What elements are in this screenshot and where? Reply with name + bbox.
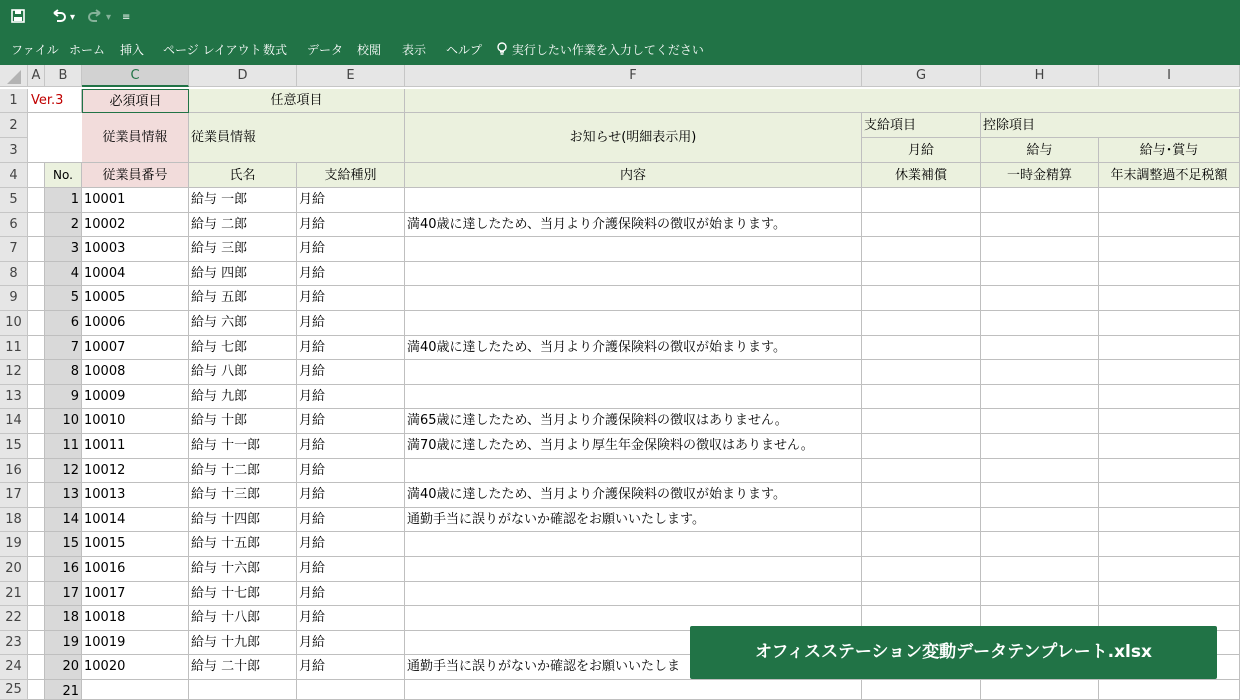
cell-notice-content[interactable] (405, 459, 862, 484)
cell-notice-content[interactable] (405, 311, 862, 336)
cell-employee-name[interactable]: 給与 七郎 (189, 336, 297, 361)
tab-review[interactable]: 校閲 (357, 43, 382, 57)
cell-year-end-tax[interactable] (1099, 680, 1240, 700)
cell-year-end-tax[interactable] (1099, 213, 1240, 238)
cell-leave-comp[interactable] (862, 311, 981, 336)
row-header-24[interactable]: 24 (0, 655, 28, 680)
cell-col-a[interactable] (28, 336, 45, 361)
cell-year-end-tax[interactable] (1099, 434, 1240, 459)
cell-notice-content[interactable]: 満70歳に達したため、当月より厚生年金保険料の徴収はありません。 (405, 434, 862, 459)
cell-lump-sum[interactable] (981, 483, 1099, 508)
cell-pay-type[interactable]: 月給 (297, 532, 405, 557)
row-header-3[interactable]: 3 (0, 138, 28, 163)
cell-no[interactable]: 1 (45, 188, 82, 213)
column-header-d[interactable]: D (189, 65, 297, 87)
cell-employee-name[interactable] (189, 680, 297, 700)
row-header-5[interactable]: 5 (0, 188, 28, 213)
cell-lump-sum[interactable] (981, 385, 1099, 410)
cell-no[interactable]: 4 (45, 262, 82, 287)
cell-employee-name[interactable]: 給与 十二郎 (189, 459, 297, 484)
cell-leave-comp[interactable] (862, 532, 981, 557)
cell-pay-type[interactable]: 月給 (297, 631, 405, 656)
cell-pay-type[interactable]: 月給 (297, 409, 405, 434)
cell-no[interactable]: 20 (45, 655, 82, 680)
column-header-i[interactable]: I (1099, 65, 1240, 87)
cell-year-end-tax[interactable] (1099, 582, 1240, 607)
cell-col-a[interactable] (28, 459, 45, 484)
cell-col-a[interactable] (28, 680, 45, 700)
cell-notice-content[interactable] (405, 188, 862, 213)
tab-page-layout[interactable]: ページ レイアウト (163, 43, 262, 57)
cell-col-a[interactable] (28, 409, 45, 434)
cell-employee-name[interactable]: 給与 十七郎 (189, 582, 297, 607)
cell-notice-content[interactable]: 満65歳に達したため、当月より介護保険料の徴収はありません。 (405, 409, 862, 434)
cell-notice-content[interactable] (405, 385, 862, 410)
cell-year-end-tax[interactable] (1099, 237, 1240, 262)
cell-notice-content[interactable]: 満40歳に達したため、当月より介護保険料の徴収が始まります。 (405, 483, 862, 508)
cell-no[interactable]: 19 (45, 631, 82, 656)
column-header-c[interactable]: C (82, 65, 189, 87)
cell-year-end-tax[interactable] (1099, 409, 1240, 434)
cell-pay-type[interactable]: 月給 (297, 557, 405, 582)
title-bar (0, 0, 1240, 36)
cell-employee-number[interactable]: 10020 (82, 655, 189, 680)
cell-lump-sum[interactable] (981, 434, 1099, 459)
cell-col-a[interactable] (28, 286, 45, 311)
row-header-22[interactable]: 22 (0, 606, 28, 631)
cell-col-a[interactable] (28, 582, 45, 607)
column-header-a[interactable]: A (28, 65, 45, 87)
cell-no[interactable]: 11 (45, 434, 82, 459)
row-header-21[interactable]: 21 (0, 582, 28, 607)
cell-pay-type[interactable]: 月給 (297, 237, 405, 262)
emp-info-required[interactable]: 従業員情報 (82, 113, 189, 163)
cell-pay-type[interactable]: 月給 (297, 434, 405, 459)
cell-leave-comp[interactable] (862, 237, 981, 262)
cell-notice-content[interactable] (405, 680, 862, 700)
cell-pay-type[interactable]: 月給 (297, 311, 405, 336)
row-header-15[interactable]: 15 (0, 434, 28, 459)
cell-pay-type[interactable] (297, 680, 405, 700)
row-header-17[interactable]: 17 (0, 483, 28, 508)
lump-sum-header[interactable]: 一時金精算 (981, 163, 1099, 188)
cell-col-a[interactable] (28, 385, 45, 410)
cell-leave-comp[interactable] (862, 188, 981, 213)
cell-employee-number[interactable] (82, 680, 189, 700)
tab-formulas[interactable]: 数式 (263, 43, 288, 57)
row-header-4[interactable]: 4 (0, 163, 28, 188)
cell-employee-name[interactable]: 給与 十五郎 (189, 532, 297, 557)
cell-employee-name[interactable]: 給与 十九郎 (189, 631, 297, 656)
cell-pay-type[interactable]: 月給 (297, 606, 405, 631)
cell-pay-type[interactable]: 月給 (297, 459, 405, 484)
cell-lump-sum[interactable] (981, 237, 1099, 262)
tab-data[interactable]: データ (307, 43, 344, 57)
cell-lump-sum[interactable] (981, 213, 1099, 238)
cell-no[interactable]: 18 (45, 606, 82, 631)
lightbulb-icon (496, 42, 508, 56)
cell-employee-name[interactable]: 給与 四郎 (189, 262, 297, 287)
cell-pay-type[interactable]: 月給 (297, 582, 405, 607)
tell-me-text: 実行したい作業を入力してください (511, 43, 704, 57)
cell-col-a[interactable] (28, 434, 45, 459)
cell-lump-sum[interactable] (981, 508, 1099, 533)
name-header[interactable]: 氏名 (189, 163, 297, 188)
deduction-items-header[interactable]: 控除項目 (981, 113, 1240, 138)
cell-col-a[interactable] (28, 360, 45, 385)
optional-items-cell[interactable]: 任意項目 (189, 89, 405, 113)
cell-year-end-tax[interactable] (1099, 385, 1240, 410)
cell-employee-number[interactable]: 10010 (82, 409, 189, 434)
salary-header[interactable]: 給与 (981, 138, 1099, 163)
undo-dropdown-icon[interactable]: ▾ (70, 12, 76, 23)
cell-employee-number[interactable]: 10008 (82, 360, 189, 385)
cell-year-end-tax[interactable] (1099, 262, 1240, 287)
cell-col-a[interactable] (28, 631, 45, 656)
tab-view[interactable]: 表示 (402, 43, 427, 57)
cell-year-end-tax[interactable] (1099, 360, 1240, 385)
cell-employee-name[interactable]: 給与 三郎 (189, 237, 297, 262)
row-header-1[interactable]: 1 (0, 89, 28, 113)
no-header[interactable]: No. (45, 163, 82, 188)
row-header-13[interactable]: 13 (0, 385, 28, 410)
cell-year-end-tax[interactable] (1099, 483, 1240, 508)
tab-home[interactable]: ホーム (69, 43, 106, 57)
cell-year-end-tax[interactable] (1099, 532, 1240, 557)
cell-leave-comp[interactable] (862, 434, 981, 459)
cell-employee-name[interactable]: 給与 二郎 (189, 213, 297, 238)
cell-col-a[interactable] (28, 483, 45, 508)
cell-employee-name[interactable]: 給与 五郎 (189, 286, 297, 311)
cell-leave-comp[interactable] (862, 409, 981, 434)
cell-employee-number[interactable]: 10005 (82, 286, 189, 311)
cell-notice-content[interactable]: 通勤手当に誤りがないか確認をお願いいたします。 (405, 508, 862, 533)
row-header-11[interactable]: 11 (0, 336, 28, 361)
cell-lump-sum[interactable] (981, 532, 1099, 557)
cell-leave-comp[interactable] (862, 557, 981, 582)
row-header-23[interactable]: 23 (0, 631, 28, 656)
cell-pay-type[interactable]: 月給 (297, 508, 405, 533)
cell-year-end-tax[interactable] (1099, 311, 1240, 336)
tab-file[interactable]: ファイル (11, 43, 59, 57)
cell-employee-name[interactable]: 給与 十四郎 (189, 508, 297, 533)
cell-employee-number[interactable]: 10007 (82, 336, 189, 361)
cell-pay-type[interactable]: 月給 (297, 262, 405, 287)
cell-col-a[interactable] (28, 262, 45, 287)
cell-employee-number[interactable]: 10016 (82, 557, 189, 582)
cell-year-end-tax[interactable] (1099, 336, 1240, 361)
cell-employee-name[interactable]: 給与 十三郎 (189, 483, 297, 508)
cell-employee-number[interactable]: 10017 (82, 582, 189, 607)
cell-no[interactable]: 5 (45, 286, 82, 311)
cell-no[interactable]: 16 (45, 557, 82, 582)
select-all-corner[interactable] (0, 65, 28, 87)
cell-notice-content[interactable] (405, 286, 862, 311)
cell-lump-sum[interactable] (981, 557, 1099, 582)
cell-employee-number[interactable]: 10011 (82, 434, 189, 459)
cell-lump-sum[interactable] (981, 262, 1099, 287)
row-header-25[interactable]: 25 (0, 680, 28, 700)
payment-items-header[interactable]: 支給項目 (862, 113, 981, 138)
cell-notice-content[interactable]: 満40歳に達したため、当月より介護保険料の徴収が始まります。 (405, 213, 862, 238)
row2-3-blank[interactable] (28, 113, 82, 163)
cell-leave-comp[interactable] (862, 336, 981, 361)
cell-no[interactable]: 10 (45, 409, 82, 434)
cell-notice-content[interactable] (405, 582, 862, 607)
cell-employee-number[interactable]: 10004 (82, 262, 189, 287)
filename-banner: オフィスステーション変動データテンプレート.xlsx (690, 626, 1217, 679)
row1-fill[interactable] (405, 89, 1240, 113)
cell-year-end-tax[interactable] (1099, 459, 1240, 484)
cell-employee-number[interactable]: 10018 (82, 606, 189, 631)
cell-employee-name[interactable]: 給与 十一郎 (189, 434, 297, 459)
row-header-20[interactable]: 20 (0, 557, 28, 582)
cell-employee-name[interactable]: 給与 十六郎 (189, 557, 297, 582)
cell-pay-type[interactable]: 月給 (297, 188, 405, 213)
cell-year-end-tax[interactable] (1099, 508, 1240, 533)
cell-no[interactable]: 9 (45, 385, 82, 410)
cell-employee-number[interactable]: 10003 (82, 237, 189, 262)
cell-col-a[interactable] (28, 188, 45, 213)
cell-employee-number[interactable]: 10014 (82, 508, 189, 533)
monthly-header[interactable]: 月給 (862, 138, 981, 163)
row-header-19[interactable]: 19 (0, 532, 28, 557)
year-end-tax-header[interactable]: 年末調整過不足税額 (1099, 163, 1240, 188)
cell-employee-name[interactable]: 給与 十郎 (189, 409, 297, 434)
ribbon-tabs (0, 36, 1240, 65)
cell-leave-comp[interactable] (862, 385, 981, 410)
tab-help[interactable]: ヘルプ (446, 43, 483, 57)
leave-comp-header[interactable]: 休業補償 (862, 163, 981, 188)
cell-col-a[interactable] (28, 508, 45, 533)
cell-no[interactable]: 3 (45, 237, 82, 262)
cell-notice-content[interactable] (405, 262, 862, 287)
tab-insert[interactable]: 挿入 (120, 43, 145, 57)
cell-lump-sum[interactable] (981, 409, 1099, 434)
required-items-cell[interactable]: 必須項目 (82, 89, 189, 113)
emp-no-header[interactable]: 従業員番号 (82, 163, 189, 188)
cell-no[interactable]: 2 (45, 213, 82, 238)
redo-icon[interactable] (86, 8, 104, 28)
customize-qat-icon[interactable]: ≡ (122, 12, 131, 23)
cell-pay-type[interactable]: 月給 (297, 286, 405, 311)
cell-employee-name[interactable]: 給与 九郎 (189, 385, 297, 410)
cell-lump-sum[interactable] (981, 459, 1099, 484)
cell-no[interactable]: 21 (45, 680, 82, 700)
cell-notice-content[interactable] (405, 360, 862, 385)
column-header-g[interactable]: G (862, 65, 981, 87)
row-header-7[interactable]: 7 (0, 237, 28, 262)
row-header-2[interactable]: 2 (0, 113, 28, 138)
row-header-16[interactable]: 16 (0, 459, 28, 484)
salary-bonus-header[interactable]: 給与･賞与 (1099, 138, 1240, 163)
row4-col-a[interactable] (28, 163, 45, 188)
cell-no[interactable]: 8 (45, 360, 82, 385)
cell-employee-number[interactable]: 10006 (82, 311, 189, 336)
cell-employee-name[interactable]: 給与 十八郎 (189, 606, 297, 631)
row-header-14[interactable]: 14 (0, 409, 28, 434)
cell-notice-content[interactable] (405, 532, 862, 557)
cell-no[interactable]: 13 (45, 483, 82, 508)
cell-no[interactable]: 14 (45, 508, 82, 533)
cell-employee-number[interactable]: 10002 (82, 213, 189, 238)
cell-employee-name[interactable]: 給与 一郎 (189, 188, 297, 213)
cell-leave-comp[interactable] (862, 213, 981, 238)
cell-leave-comp[interactable] (862, 459, 981, 484)
cell-col-a[interactable] (28, 655, 45, 680)
row-header-9[interactable]: 9 (0, 286, 28, 311)
cell-col-a[interactable] (28, 606, 45, 631)
cell-lump-sum[interactable] (981, 680, 1099, 700)
cell-leave-comp[interactable] (862, 483, 981, 508)
column-header-e[interactable]: E (297, 65, 405, 87)
cell-lump-sum[interactable] (981, 311, 1099, 336)
cell-pay-type[interactable]: 月給 (297, 213, 405, 238)
cell-no[interactable]: 6 (45, 311, 82, 336)
undo-icon[interactable] (50, 8, 68, 28)
cell-employee-name[interactable]: 給与 二十郎 (189, 655, 297, 680)
cell-col-a[interactable] (28, 532, 45, 557)
column-header-f[interactable]: F (405, 65, 862, 87)
cell-notice-content[interactable] (405, 557, 862, 582)
column-header-b[interactable]: B (45, 65, 82, 87)
cell-employee-number[interactable]: 10012 (82, 459, 189, 484)
cell-lump-sum[interactable] (981, 336, 1099, 361)
cell-no[interactable]: 17 (45, 582, 82, 607)
cell-col-a[interactable] (28, 557, 45, 582)
row-header-18[interactable]: 18 (0, 508, 28, 533)
emp-info-optional[interactable]: 従業員情報 (189, 113, 405, 163)
cell-notice-content[interactable]: 満40歳に達したため、当月より介護保険料の徴収が始まります。 (405, 336, 862, 361)
cell-lump-sum[interactable] (981, 188, 1099, 213)
row-header-6[interactable]: 6 (0, 213, 28, 238)
cell-leave-comp[interactable] (862, 360, 981, 385)
version-label[interactable] (28, 89, 82, 113)
cell-notice-content[interactable]: 通勤手当に誤りがないか確認をお願いいたしま (405, 655, 862, 680)
cell-lump-sum[interactable] (981, 582, 1099, 607)
cell-col-a[interactable] (28, 311, 45, 336)
content-header[interactable]: 内容 (405, 163, 862, 188)
cell-pay-type[interactable]: 月給 (297, 360, 405, 385)
cell-pay-type[interactable]: 月給 (297, 483, 405, 508)
cell-notice-content[interactable] (405, 237, 862, 262)
cell-year-end-tax[interactable] (1099, 557, 1240, 582)
cell-leave-comp[interactable] (862, 582, 981, 607)
pay-type-header[interactable]: 支給種別 (297, 163, 405, 188)
cell-employee-number[interactable]: 10015 (82, 532, 189, 557)
select-all-icon (7, 70, 21, 84)
cell-no[interactable]: 7 (45, 336, 82, 361)
tell-me-box[interactable] (496, 36, 704, 65)
cell-col-a[interactable] (28, 213, 45, 238)
cell-employee-name[interactable]: 給与 八郎 (189, 360, 297, 385)
cell-leave-comp[interactable] (862, 680, 981, 700)
redo-dropdown-icon[interactable]: ▾ (106, 12, 112, 23)
cell-leave-comp[interactable] (862, 262, 981, 287)
cell-employee-name[interactable]: 給与 六郎 (189, 311, 297, 336)
version-text: Ver.3 (31, 93, 64, 108)
row-header-8[interactable]: 8 (0, 262, 28, 287)
row-header-10[interactable]: 10 (0, 311, 28, 336)
cell-lump-sum[interactable] (981, 286, 1099, 311)
save-icon[interactable] (10, 8, 26, 28)
cell-lump-sum[interactable] (981, 360, 1099, 385)
cell-pay-type[interactable]: 月給 (297, 385, 405, 410)
cell-no[interactable]: 12 (45, 459, 82, 484)
cell-leave-comp[interactable] (862, 508, 981, 533)
cell-no[interactable]: 15 (45, 532, 82, 557)
cell-pay-type[interactable]: 月給 (297, 336, 405, 361)
cell-col-a[interactable] (28, 237, 45, 262)
cell-employee-number[interactable]: 10001 (82, 188, 189, 213)
cell-leave-comp[interactable] (862, 286, 981, 311)
cell-employee-number[interactable]: 10013 (82, 483, 189, 508)
notice-header[interactable]: お知らせ(明細表示用) (405, 113, 862, 163)
cell-employee-number[interactable]: 10019 (82, 631, 189, 656)
row-header-12[interactable]: 12 (0, 360, 28, 385)
cell-year-end-tax[interactable] (1099, 286, 1240, 311)
cell-pay-type[interactable]: 月給 (297, 655, 405, 680)
column-header-h[interactable]: H (981, 65, 1099, 87)
cell-year-end-tax[interactable] (1099, 188, 1240, 213)
cell-employee-number[interactable]: 10009 (82, 385, 189, 410)
